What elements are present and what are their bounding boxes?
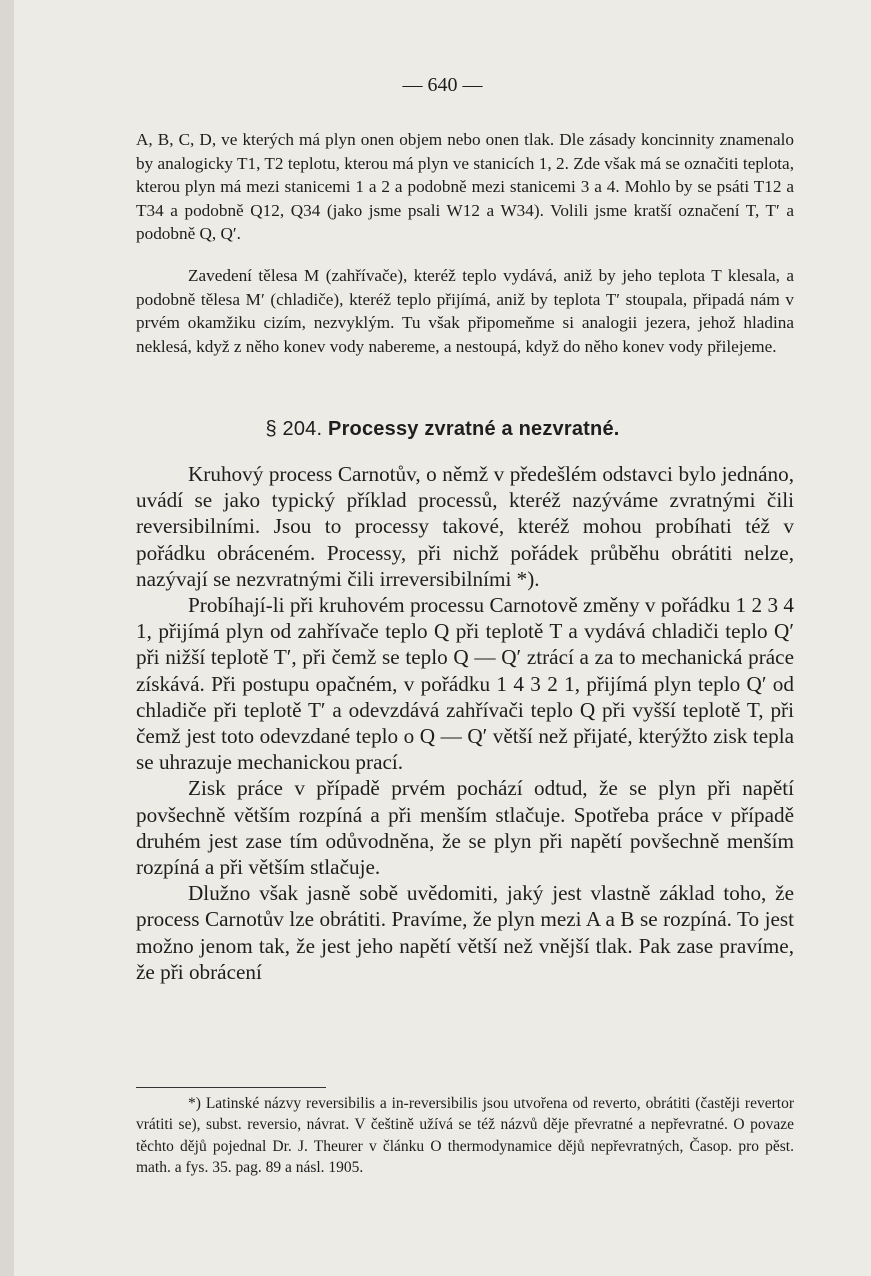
footnote-text: *) Latinské názvy reversibilis a in-reversibilis jsou utvořena od reverto, obrátiti (častěji revertor vrátiti se), subst. reversio, návrat. V češtině užívá se též názvů děje převratné a nepřevratné. O povaze těchto dějů pojednal Dr. J. Theurer v článku O thermodynamice dějů nepřevratných, Časop. pro pěst. math. a fys. 35. pag. 89 a násl. 1905.: [136, 1095, 794, 1176]
intro-paragraph: Zavedení tělesa M (zahřívače), kteréž teplo vydává, aniž by jeho teplota T klesala, a podobně tělesa M′ (chladiče), kteréž teplo přijímá, aniž by teplota T′ stoupala, připadá nám v prvém okamžiku cizím, nezvyklým. Tu však připomeňme si analogii jezera, jehož hladina neklesá, když z něho konev vody nabereme, a nestoupá, když do něho konev vody přilejeme.: [136, 266, 794, 356]
body-paragraph: Dlužno však jasně sobě uvědomiti, jaký jest vlastně základ toho, že process Carnotův lze obrátiti. Pravíme, že plyn mezi A a B se rozpíná. To jest možno jenom tak, že jest jeho napětí větší než vnější tlak. Pak zase pravíme, že při obrácení: [136, 881, 794, 984]
intro-paragraph: A, B, C, D, ve kterých má plyn onen objem nebo onen tlak. Dle zásady koncinnity znamenalo by analogicky T1, T2 teplotu, kterou má plyn ve stanicích 1, 2. Zde však má se označiti teplota, kterou plyn má mezi stanicemi 1 a 2 a podobně mezi stanicemi 3 a 4. Mohlo by se psáti T12 a T34 a podobně Q12, Q34 (jako jsme psali W12 a W34). Volili jsme kratší označení T, T′ a podobně Q, Q′.: [136, 130, 794, 243]
intro-paragraph-2-block: [136, 264, 794, 358]
section-heading: [14, 418, 871, 441]
footnote-divider: [136, 1087, 326, 1088]
footnote: [136, 1093, 794, 1178]
body-paragraph: Kruhový process Carnotův, o němž v předešlém odstavci bylo jednáno, uvádí se jako typický příklad processů, kteréž nazýváme zvratnými čili reversibilními. Jsou to processy takové, kteréž mohou probíhati též v pořádku obráceném. Processy, při nichž pořádek průběhu obrátiti nelze, nazývají se nezvratnými čili irreversibilními *).: [136, 462, 794, 591]
body-paragraph: Probíhají-li při kruhovém processu Carnotově změny v pořádku 1 2 3 4 1, přijímá plyn od zahřívače teplo Q při teplotě T a vydává chladiči teplo Q′ při nižší teplotě T′, při čemž se teplo Q — Q′ ztrácí a za to mechanická práce získává. Při postupu opačném, v pořádku 1 4 3 2 1, přijímá plyn teplo Q′ od chladiče při teplotě T′ a odevzdává zahřívači teplo Q při vyšší teplotě T, při čemž jest toto odevzdané teplo o Q — Q′ větší než přijaté, kterýžto zisk tepla se uhrazuje mechanickou prací.: [136, 593, 794, 775]
body-text: [136, 461, 794, 985]
body-paragraph: Zisk práce v případě prvém pochází odtud, že se plyn při napětí povšechně větším rozpíná a při menším stlačuje. Spotřeba práce v případě druhém jest zase tím odůvodněna, že se plyn při napětí povšechně menším rozpíná a při větším stlačuje.: [136, 776, 794, 880]
section-title: Processy zvratné a nezvratné.: [328, 418, 620, 440]
intro-paragraph-1-block: [136, 128, 794, 246]
section-number: § 204.: [265, 418, 323, 440]
page-number: — 640 —: [402, 74, 483, 96]
